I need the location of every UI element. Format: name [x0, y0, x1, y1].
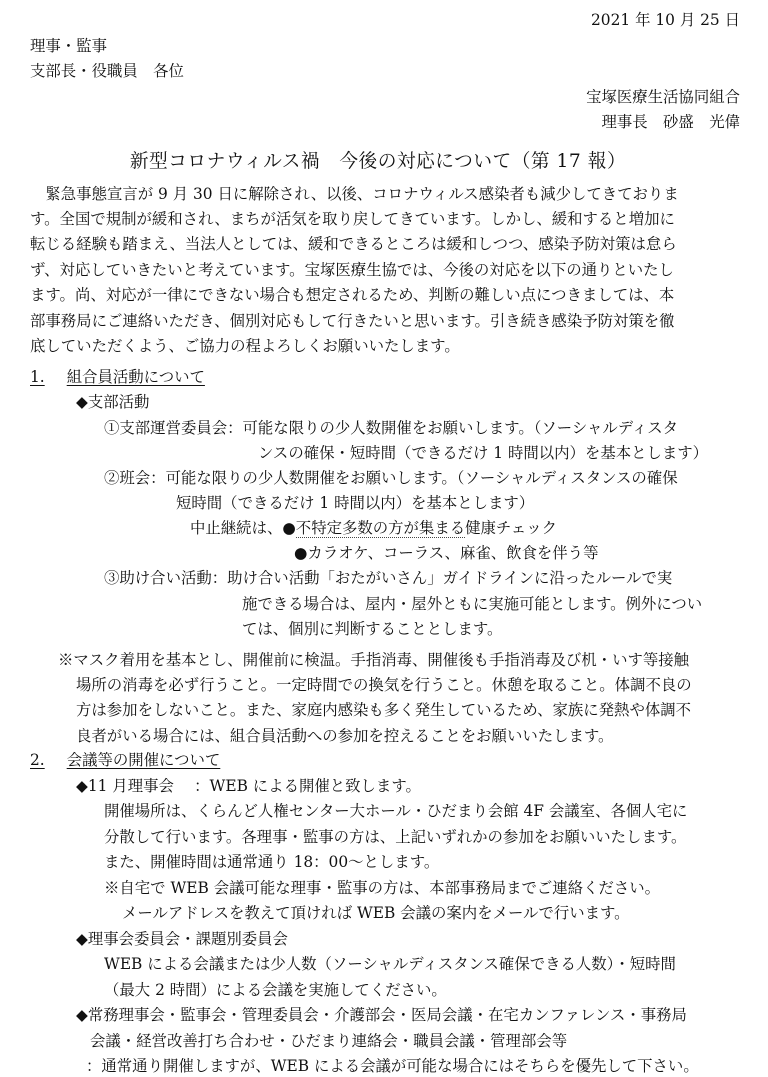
recipient-line-1: 理事・監事 [30, 37, 107, 55]
suspended-activities-line-1 [190, 518, 557, 538]
recipient-line-2: 支部長・役職員 各位 [30, 62, 184, 80]
suspended-item-health-check: 健康チェック [465, 519, 557, 537]
intro-line: 部事務局にご連絡いただき、個別対応もして行きたいと思います。引き続き感染予防対策を徹 [30, 312, 675, 330]
mask-note-line: ※マスク着用を基本とし、開催前に検温。手指消毒、開催後も手指消毒及び机・いす等接触 [58, 651, 690, 669]
branch-activity-heading: ◆支部活動 [76, 393, 150, 411]
standing-meetings-line: ◆常務理事会・監事会・管理委員会・介護部会・医局会議・在宅カンファレンス・事務局 [76, 1006, 687, 1024]
board-meeting-detail-line: 分散して行います。各理事・監事の方は、上記いずれかの参加をお願いいたします。 [104, 828, 687, 846]
document-date: 2021 年 10 月 25 日 [591, 11, 740, 29]
intro-line: 底していただくよう、ご協力の程よろしくお願いいたします。 [30, 337, 460, 355]
suspended-prefix: 中止継続は、 [190, 519, 283, 537]
suspended-activities-line-2: ●カラオケ、コーラス、麻雀、飲食を伴う等 [294, 544, 599, 562]
item-mutual-aid-line: ては、個別に判断することとします。 [242, 620, 503, 638]
item-branch-committee-line: ンスの確保・短時間（できるだけ 1 時間以内）を基本とします） [258, 444, 709, 462]
board-meeting-detail-line: また、開催時間は通常通り 18：00～とします。 [104, 853, 440, 871]
board-meeting-detail-line: 開催場所は、くらんど人権センター大ホール・ひだまり会館 4F 会議室、各個人宅に [104, 802, 688, 820]
sender-organization: 宝塚医療生活協同組合 [586, 88, 740, 106]
standing-meetings-line: ：通常通り開催しますが、WEB による会議が可能な場合にはそちらを優先して下さい。 [86, 1057, 699, 1075]
sender-name: 理事長 砂盛 光偉 [601, 113, 740, 131]
committee-detail-line: （最大 2 時間）による会議を実施してください。 [104, 981, 447, 999]
board-meeting-heading: ◆11 月理事会 ：WEB による開催と致します。 [76, 777, 421, 795]
intro-line: 緊急事態宣言が 9 月 30 日に解除され、以後、コロナウィルス感染者も減少してきておりま [30, 185, 679, 203]
section-1-number: 1. [30, 368, 45, 386]
section-2-heading [30, 750, 220, 770]
standing-meetings-line: 会議・経営改善打ち合わせ・ひだまり連絡会・職員会議・管理部会等 [90, 1032, 568, 1050]
section-1-heading [30, 367, 205, 387]
bullet: ● [282, 519, 296, 537]
section-2-title: 会議等の開催について [66, 751, 221, 769]
intro-line: 転じる経験も踏まえ、当法人としては、緩和できるところは緩和しつつ、感染予防対策は怠ら [30, 235, 677, 253]
intro-line: す。全国で規制が緩和され、まちが活気を取り戻してきています。しかし、緩和すると増加に [30, 210, 675, 228]
mask-note-line: 良者がいる場合には、組合員活動への参加を控えることをお願いいたします。 [76, 727, 614, 745]
board-meeting-note-line: メールアドレスを教えて頂ければ WEB 会議の案内をメールで行います。 [122, 904, 630, 922]
section-1-title: 組合員活動について [66, 368, 205, 386]
committee-detail-line: WEB による会議または少人数（ソーシャルディスタンス確保できる人数）・短時間 [104, 955, 676, 973]
mask-note-line: 場所の消毒を必ず行うこと。一定時間での換気を行うこと。休憩を取ること。体調不良の [76, 676, 692, 694]
document-title: 新型コロナウィルス禍 今後の対応について（第 17 報） [129, 150, 627, 172]
intro-line: ず、対応していきたいと考えています。宝塚医療生協では、今後の対応を以下の通りといたし [30, 261, 674, 279]
item-branch-committee-line: ①支部運営委員会：可能な限りの少人数開催をお願いします。（ソーシャルディスタ [104, 419, 679, 437]
item-mutual-aid-line: ③助け合い活動：助け合い活動「おたがいさん」ガイドラインに沿ったルールで実 [104, 569, 673, 587]
item-group-meeting-line: ②班会：可能な限りの少人数開催をお願いします。（ソーシャルディスタンスの確保 [104, 469, 678, 487]
item-mutual-aid-line: 施できる場合は、屋内・屋外ともに実施可能とします。例外につい [242, 595, 703, 613]
mask-note-line: 方は参加をしないこと。また、家庭内感染も多く発生しているため、家族に発熱や体調不 [76, 701, 692, 719]
board-meeting-note-line: ※自宅で WEB 会議可能な理事・監事の方は、本部事務局までご連絡ください。 [104, 879, 661, 897]
intro-line: ます。尚、対応が一律にできない場合も想定されるため、判断の難しい点につきましては、本 [30, 286, 675, 304]
committee-heading: ◆理事会委員会・課題別委員会 [76, 930, 288, 948]
item-group-meeting-line: 短時間（できるだけ 1 時間以内）を基本とします） [176, 494, 535, 512]
section-2-number: 2. [30, 751, 45, 769]
suspended-item-unspecified-crowd: 不特定多数の方が集まる [295, 519, 466, 537]
